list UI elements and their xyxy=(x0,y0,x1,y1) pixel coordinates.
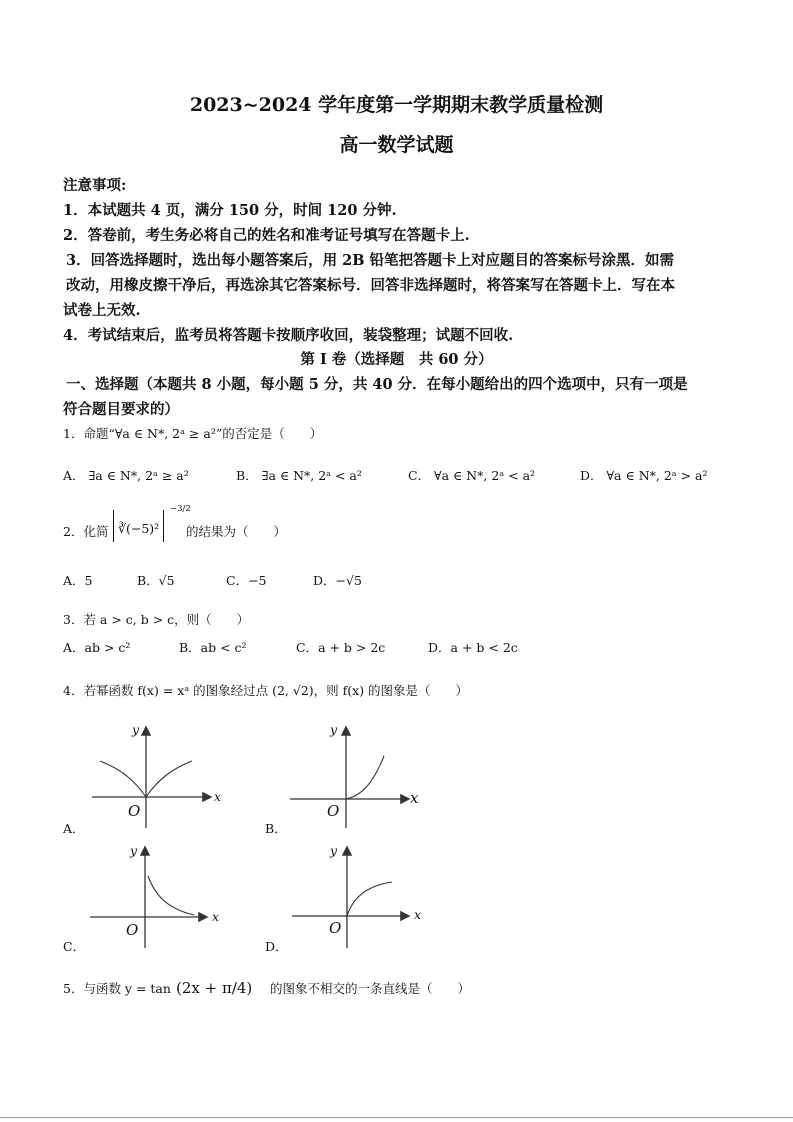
q4-option-a-label: A． xyxy=(63,821,85,836)
q1-option-b: B． ∃a ∈ N*, 2ᵃ < a² xyxy=(236,468,362,483)
graph-b-x-label: x xyxy=(410,789,419,807)
page-bottom-rule xyxy=(0,1117,793,1118)
q3-option-d: D．a + b < 2c xyxy=(428,640,518,655)
curve xyxy=(347,882,392,916)
part-heading-line1: 一、选择题（本题共 8 小题，每小题 5 分，共 40 分．在每小题给出的四个选项中，只有一项是 xyxy=(66,376,688,393)
notice-item-1: 1．本试题共 4 页，满分 150 分，时间 120 分钟. xyxy=(63,202,397,219)
part-heading-line2: 符合题目要求的） xyxy=(63,401,179,418)
graph-b-origin: O xyxy=(327,802,340,820)
graph-a-y-label: y xyxy=(132,722,140,737)
notice-item-4: 4．考试结束后，监考员将答题卡按顺序收回，装袋整理；试题不回收. xyxy=(63,327,514,344)
q1-option-c: C． ∀a ∈ N*, 2ᵃ < a² xyxy=(408,468,536,483)
q3-stem: 3．若 a > c, b > c，则（ ） xyxy=(63,612,250,627)
q3-option-c: C．a + b > 2c xyxy=(296,640,386,655)
q5-stem-prefix: 5．与函数 y = tan xyxy=(63,981,171,996)
q2-radical: ∛(−5)² xyxy=(118,521,160,536)
q2-stem-prefix: 2．化简 xyxy=(63,524,109,539)
graph-c-y-label: y xyxy=(130,843,138,858)
notice-heading: 注意事项: xyxy=(63,177,127,194)
notice-item-3-cont: 改动，用橡皮擦干净后，再选涂其它答案标号．回答非选择题时，将答案写在答题卡上．写在本 xyxy=(66,277,675,294)
graph-a-x-label: x xyxy=(214,789,222,804)
q4-graph-a xyxy=(88,720,228,830)
q2-option-b: B．√5 xyxy=(137,573,175,588)
curve xyxy=(346,756,384,799)
q4-option-d-label: D． xyxy=(265,939,288,954)
graph-d-origin: O xyxy=(329,919,342,937)
q5-stem-suffix: 的图象不相交的一条直线是（ ） xyxy=(270,981,471,996)
exam-title: 2023~2024 学年度第一学期期末教学质量检测 xyxy=(189,94,604,116)
notice-item-3-end: 试卷上无效. xyxy=(63,302,141,319)
q2-exponent: −3/2 xyxy=(170,504,191,514)
graph-c-origin: O xyxy=(126,921,139,939)
q2-option-a: A．5 xyxy=(63,573,93,588)
q3-option-b: B．ab < c² xyxy=(179,640,247,655)
q2-option-d: D．−√5 xyxy=(313,573,362,588)
q5-expression: (2x + π/4) xyxy=(176,979,253,997)
q3-option-a: A．ab > c² xyxy=(63,640,131,655)
q2-expression xyxy=(113,510,164,542)
q4-graph-b xyxy=(288,720,428,830)
q1-option-a: A． ∃a ∈ N*, 2ᵃ ≥ a² xyxy=(63,468,189,483)
q4-graph-c xyxy=(88,842,218,950)
q2-option-c: C．−5 xyxy=(226,573,267,588)
q4-option-b-label: B． xyxy=(265,821,287,836)
graph-b-y-label: y xyxy=(330,722,338,737)
graph-d-x-label: x xyxy=(414,907,422,922)
graph-a-origin: O xyxy=(128,802,141,820)
graph-c-x-label: x xyxy=(212,909,220,924)
q2-stem-suffix: 的结果为（ ） xyxy=(186,524,287,539)
q4-stem: 4．若幂函数 f(x) = xᵃ 的图象经过点 (2, √2)，则 f(x) 的图象是（ ） xyxy=(63,683,469,698)
q4-option-c-label: C． xyxy=(63,939,86,954)
q4-graph-d xyxy=(290,842,420,950)
graph-d-y-label: y xyxy=(330,843,338,858)
q1-option-d: D． ∀a ∈ N*, 2ᵃ > a² xyxy=(580,468,708,483)
exam-subtitle: 高一数学试题 xyxy=(339,134,454,156)
curve xyxy=(148,876,194,915)
volume-heading: 第 I 卷（选择题 共 60 分） xyxy=(300,351,493,368)
notice-item-3: 3．回答选择题时，选出每小题答案后，用 2B 铅笔把答题卡上对应题目的答案标号涂黑．如需 xyxy=(66,252,675,269)
q1-stem: 1．命题“∀a ∈ N*, 2ᵃ ≥ a²”的否定是（ ） xyxy=(63,426,323,441)
notice-item-2: 2．答卷前，考生务必将自己的姓名和准考证号填写在答题卡上. xyxy=(63,227,470,244)
